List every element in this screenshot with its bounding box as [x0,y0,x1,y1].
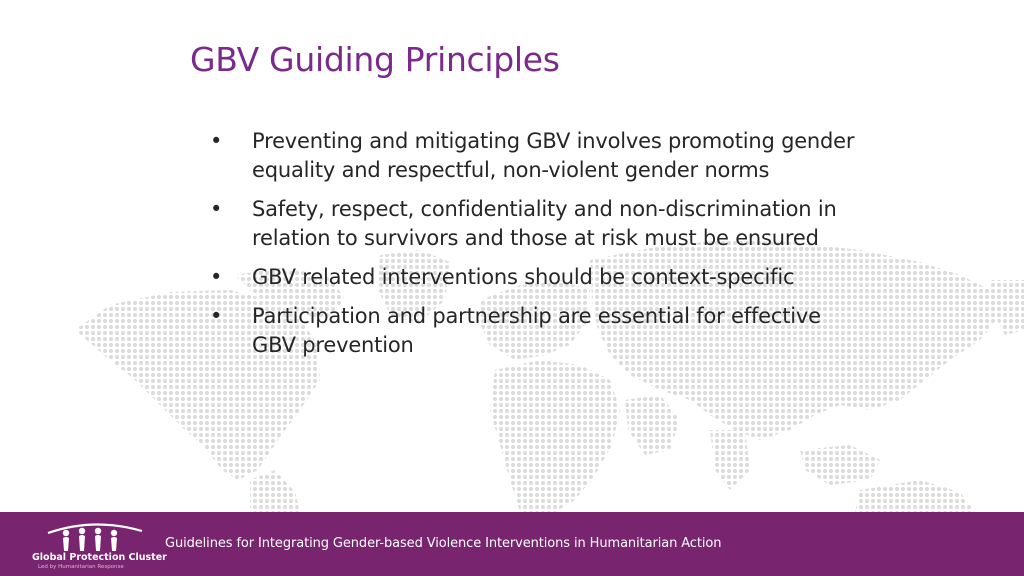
bullet-marker: • [210,129,223,153]
bullet-text: Preventing and mitigating GBV involves promoting gender equality and respectful, non-violent gender norms [252,129,855,182]
footer-caption: Guidelines for Integrating Gender-based Violence Interventions in Humanitarian Action [165,536,722,551]
bullet-marker: • [210,265,223,289]
slide-title: GBV Guiding Principles [190,40,560,79]
logo-name: Global Protection Cluster [32,552,167,563]
bullet-item [210,302,860,360]
bullet-text: GBV related interventions should be context-specific [252,265,795,289]
bullet-item [210,127,860,185]
bullet-item [210,263,860,292]
footer-bar [0,512,1024,576]
people-icon [42,519,152,553]
bullet-text: Participation and partnership are essential for effective GBV prevention [252,304,821,357]
bullet-item [210,195,860,253]
bullet-marker: • [210,197,223,221]
logo-tagline: Led by Humanitarian Response [38,564,124,570]
bullet-text: Safety, respect, confidentiality and non-discrimination in relation to survivors and those at risk must be ensured [252,197,837,250]
bullet-list [210,127,860,370]
global-protection-cluster-logo [24,519,174,574]
bullet-marker: • [210,304,223,328]
